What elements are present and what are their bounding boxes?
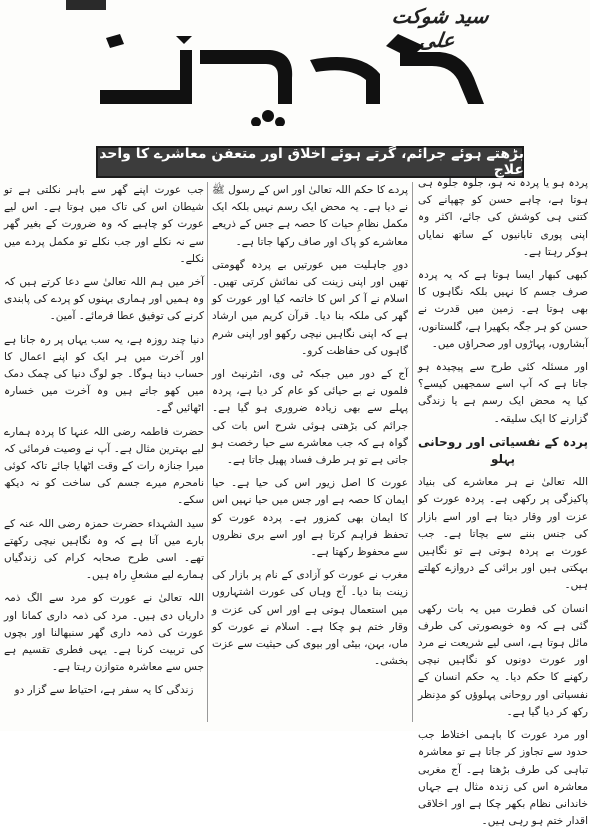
article-column-right [418, 175, 588, 836]
paragraph: اور مرد عورت کا باہمی اختلاط جب حدود سے تجاوز کر جاتا ہے تو معاشرہ تباہی کی طرف بڑھتا ہے۔ آج مغربی معاشرہ اس کی زندہ مثال ہے جہاں خاندانی نظام بکھر چکا ہے اور اخلاقی اقدار ختم ہو رہی ہیں۔ [418, 729, 588, 828]
paragraph: آج کے دور میں جبکہ ٹی وی، انٹرنیٹ اور فلموں نے بے حیائی کو عام کر دیا ہے، پردہ پہلے سے بھی زیادہ ضروری ہو گیا ہے۔ جرائم کی بڑھتی ہوئی شرح اس بات کی گواہ ہے کہ جب معاشرے سے حیا رخصت ہو جاتی ہے تو ہر طرف فساد پھیل جاتا ہے۔ [212, 368, 408, 467]
paragraph: اور مسئلہ کئی طرح سے پیچیدہ ہو جاتا ہے کہ آپ اسے سمجھیں کیسے؟ کیا یہ محض ایک رسم ہے یا زندگی گزارنے کا ایک سلیقہ۔ [418, 361, 588, 425]
paragraph: کبھی کبھار ایسا ہوتا ہے کہ یہ پردہ صرف جسم کا نہیں بلکہ نگاہوں کا بھی ہوتا ہے۔ زمین میں قدرت نے حسن کو ہر جگہ بکھیرا ہے، گلستانوں، آبشاروں، پہاڑوں اور صحراؤں میں۔ [418, 269, 588, 350]
paragraph: پردے کا حکم اللہ تعالیٰ اور اس کے رسول ﷺ نے دیا ہے۔ یہ محض ایک رسم نہیں بلکہ ایک مکمل نظامِ حیات کا حصہ ہے جس کے ذریعے معاشرے کو پاک اور صاف رکھا جاتا ہے۔ [212, 184, 408, 248]
closing-quote: زندگی کا یہ سفر ہے، احتیاط سے گزار دو [14, 684, 194, 697]
column-rule [412, 182, 413, 722]
article-column-left [4, 182, 204, 706]
headline-calligraphy [80, 30, 500, 126]
strapline: بڑھتے ہوئے جرائم، گرتے ہوئے اخلاق اور متعفن معاشرے کا واحد علاج [96, 146, 524, 178]
corner-strip [66, 0, 106, 10]
paragraph: جب عورت اپنے گھر سے باہر نکلتی ہے تو شیطان اس کی تاک میں ہوتا ہے۔ اس لیے عورت کو چاہیے کہ وہ ضرورت کے بغیر گھر سے نہ نکلے اور جب نکلے تو مکمل پردے میں نکلے۔ [4, 184, 204, 265]
paragraph: اللہ تعالیٰ نے ہر معاشرے کی بنیاد پاکیزگی پر رکھی ہے۔ پردہ عورت کو عزت اور وقار دیتا ہے اور اسے بازار کی جنس بننے سے بچاتا ہے۔ جب عورت بے پردہ ہوتی ہے تو نگاہیں بہکتی ہیں اور برائی کے دروازے کھلتے ہیں۔ [418, 476, 588, 592]
paragraph: اللہ تعالیٰ نے عورت کو مرد سے الگ ذمہ داریاں دی ہیں۔ مرد کی ذمہ داری کمانا اور عورت کی ذمہ داری گھر سنبھالنا اور بچوں کی تربیت کرنا ہے۔ یہی فطری تقسیم ہے جس سے معاشرہ متوازن رہتا ہے۔ [4, 592, 204, 674]
paragraph: دنیا چند روزہ ہے، یہ سب یہاں پر رہ جانا ہے اور آخرت میں ہر ایک کو اپنے اعمال کا حساب دینا ہوگا۔ جو لوگ دنیا کی چمک دمک میں کھو جاتے ہیں وہ آخرت میں خسارہ اٹھائیں گے۔ [4, 333, 204, 415]
paragraph: انسان کی فطرت میں یہ بات رکھی گئی ہے کہ وہ خوبصورتی کی طرف مائل ہوتا ہے، اسی لیے شریعت نے مرد اور عورت دونوں کو نگاہیں نیچی رکھنے کا حکم دیا۔ یہ حکم انسان کے نفسیاتی اور روحانی پہلوؤں کو مدِنظر رکھ کر دیا گیا ہے۔ [418, 602, 588, 718]
paragraph: پردہ ہو یا پردہ نہ ہو، جلوہ جلوہ ہی ہوتا ہے، چاہے حسن کو چھپانے کی کتنی ہی کوشش کی جائے، اکثر وہ اپنی پوری تابانیوں کے ساتھ نمایاں ہوکر رہتا ہے۔ [418, 177, 588, 258]
article-column-middle [212, 182, 408, 676]
headline [80, 30, 500, 126]
paragraph: عورت کا اصل زیور اس کی حیا ہے۔ حیا ایمان کا حصہ ہے اور جس میں حیا نہیں اس کا ایمان بھی کمزور ہے۔ پردہ عورت کو تحفظ فراہم کرتا ہے اور اسے بری نظروں سے محفوظ رکھتا ہے۔ [212, 477, 408, 559]
subheading: پردہ کے نفسیاتی اور روحانی پہلو [418, 434, 588, 467]
paragraph: حضرت فاطمہ رضی اللہ عنہا کا پردہ ہمارے لیے بہترین مثال ہے۔ آپ نے وصیت فرمائی کہ میرا جنازہ رات کے وقت اٹھایا جائے تاکہ کوئی نامحرم میرے جسم کی ساخت کو نہ دیکھ سکے۔ [4, 425, 204, 507]
paragraph: آخر میں ہم اللہ تعالیٰ سے دعا کرتے ہیں کہ وہ ہمیں اور ہماری بہنوں کو پردے کی پابندی کرنے کی توفیق عطا فرمائے۔ آمین۔ [4, 276, 204, 323]
byline: سید شوکت علی [390, 4, 491, 52]
paragraph: مغرب نے عورت کو آزادی کے نام پر بازار کی زینت بنا دیا۔ آج وہاں کی عورت اشتہاروں میں استعمال ہوتی ہے اور اس کی عزت و وقار ختم ہو چکا ہے۔ اسلام نے عورت کو ماں، بہن، بیٹی اور بیوی کی حیثیت سے عزت بخشی۔ [212, 569, 408, 668]
column-rule [207, 182, 208, 722]
paragraph: سید الشہداء حضرت حمزہ رضی اللہ عنہ کے بارے میں آتا ہے کہ وہ نگاہیں نیچی رکھتے تھے۔ اسی طرح صحابہ کرام کی زندگیاں ہمارے لیے مشعلِ راہ ہیں۔ [4, 517, 204, 582]
paragraph: دورِ جاہلیت میں عورتیں بے پردہ گھومتی تھیں اور اپنی زینت کی نمائش کرتی تھیں۔ اسلام نے آ کر اس کا خاتمہ کیا اور عورت کو گھر کی ملکہ بنا دیا۔ قرآن کریم میں ارشاد ہے کہ اپنی نگاہیں نیچی رکھو اور اپنی شرم گاہوں کی حفاظت کرو۔ [212, 258, 408, 357]
